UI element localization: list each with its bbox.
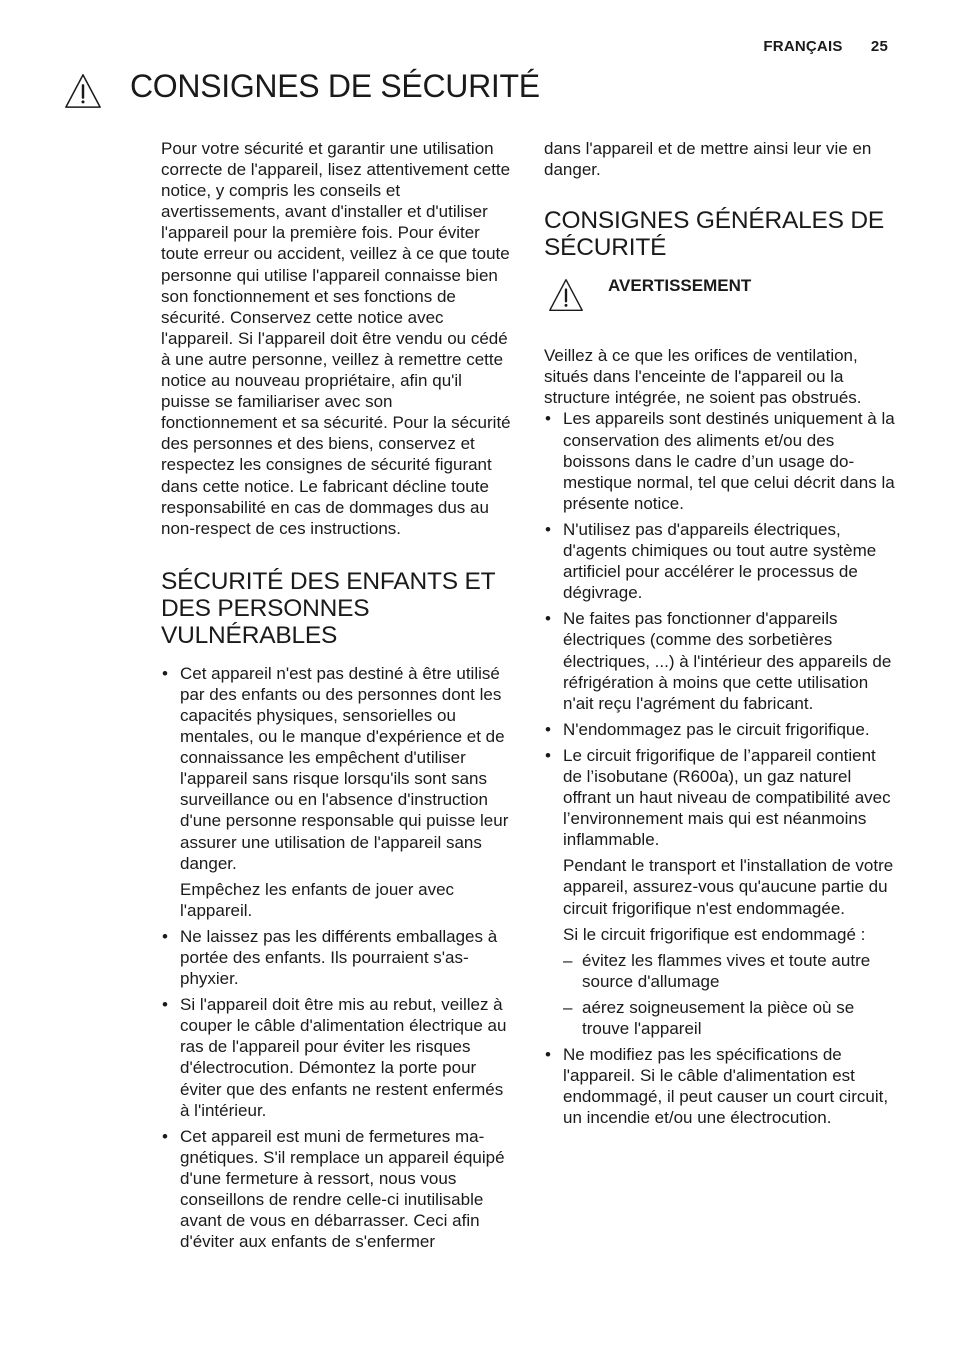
warning-label: AVERTISSEMENT [608, 276, 752, 296]
left-column [161, 138, 513, 1252]
warning-box [544, 275, 896, 335]
list-item: • Cet appareil n'est pas destiné à être utilisé par des enfants ou des personnes dont les capacités physiques, sensorielles ou mentales, ou le manque d'expérience et de connaissance les empêchent d'utiliser l'appareil sans risque lorsqu'ils sont sans surveillance ou en l'absence d'instruction d'une personne responsable qui puisse leur assurer une utilisation de l'appareil sans danger. Empêchez les enfants de jouer avec l'appareil. [161, 663, 513, 921]
warning-text: Veillez à ce que les orifices de ventilation, situés dans l'enceinte de l'appareil ou la structure intégrée, ne soient pas obstrués. [544, 346, 862, 408]
list-item: • N'utilisez pas d'appareils électriques, d'agents chimiques ou tout autre système artificiel pour accélérer le processus de dégivrage. [544, 519, 896, 603]
list-item: • Ne laissez pas les différents emballages à portée des enfants. Ils pourraient s'asphyxier. [161, 926, 513, 989]
list-item: • N'endommagez pas le circuit frigorifique. [544, 719, 896, 740]
page-number: 25 [870, 38, 888, 55]
bullet-note: Pendant le transport et l'installation de votre appareil, assurez-vous qu'aucune partie du circuit frigorifique n'est endommagée. [563, 856, 894, 918]
bullet-note: Si le circuit frigorifique est endommagé : [563, 924, 866, 944]
children-safety-title: SÉCURITÉ DES ENFANTS ET DES PERSONNES VULNÉRABLES [161, 567, 495, 649]
continuation-paragraph: dans l'appareil et de mettre ainsi leur vie en danger. [544, 139, 872, 180]
dash-item: – aérez soigneusement la pièce où se trouve l'appareil [563, 997, 896, 1039]
general-safety-list [544, 408, 896, 1128]
general-safety-title: CONSIGNES GÉNÉRALES DE SÉCURITÉ [544, 207, 885, 262]
list-item: • Les appareils sont destinés uniquement à la conservation des aliments et/ou des boissons dans le cadre d’un usage domestique normal, tel que celui décrit dans la présente notice. [544, 408, 896, 513]
children-safety-list [161, 663, 513, 1253]
list-item: • Ne modifiez pas les spécifications de l'appareil. Si le câble d'alimentation est endommagé, il peut causer un court circuit, un incendie et/ou une électrocution. [544, 1044, 896, 1128]
page-header [763, 38, 888, 55]
intro-paragraph: Pour votre sécurité et garantir une utilisation correcte de l'appareil, lisez attentivement cette notice, y compris les conseils et avertissements, avant d'installer et d'utiliser l'appareil pour la première fois. Pour éviter toute erreur ou accident, veillez à ce que toute personne qui utilise l'appareil connaisse bien son fonctionnement et ses fonctions de sécurité. Conservez cette notice avec l'appareil. Si l'appareil doit être vendu ou cédé à une autre personne, veillez à remettre cette notice au nouveau propriétaire, afin qu'il puisse se familiariser avec son fonctionnement et sa sécurité. Pour la sécurité des personnes et des biens, conservez et respectez les consignes de sécurité figurant dans cette notice. Le fabricant décline toute responsabilité en cas de dommages dus au non-respect de ces instructions. [161, 139, 511, 538]
list-item: • Cet appareil est muni de fermetures magnétiques. S'il remplace un appareil équipé d'une fermeture à ressort, nous vous conseillons de rendre celle-ci inutilisable avant de vous en débarrasser. Ceci afin d'éviter aux enfants de s'enfermer [161, 1126, 513, 1253]
warning-triangle-icon [64, 72, 102, 110]
bullet-note: Empêchez les enfants de jouer avec l'appareil. [180, 879, 455, 920]
warning-triangle-icon [548, 277, 584, 313]
dash-list [563, 950, 896, 1039]
page-title: CONSIGNES DE SÉCURITÉ [130, 68, 540, 104]
language-label: FRANÇAIS [763, 38, 843, 55]
right-column [544, 138, 896, 1128]
list-item: • Le circuit frigorifique de l’appareil contient de l’isobutane (R600a), un gaz naturel offrant un haut niveau de compatibilité avec l’environnement mais qui est néanmoins inflammable. Pendant le transport et l'installation de votre appareil, assurez-vous qu'aucune partie du circuit frigorifique n'est endommagée. Si le circuit frigorifique est endommagé : – évitez les flammes vives et toute autre source d'allumage – aérez soigneusement la pièce où se trouve l'appareil [544, 745, 896, 1039]
list-item: • Si l'appareil doit être mis au rebut, veillez à couper le câble d'alimentation électrique au ras de l'appareil pour éviter les risques d'électrocution. Démontez la porte pour éviter que des enfants ne restent enfermés à l'intérieur. [161, 994, 513, 1121]
dash-item: – évitez les flammes vives et toute autre source d'allumage [563, 950, 896, 992]
list-item: • Ne faites pas fonctionner d'appareils électriques (comme des sorbetières électriques, ...) à l'intérieur des appareils de réfrigération à moins que cette utilisation n'ait reçu l'agrément du fabricant. [544, 608, 896, 713]
